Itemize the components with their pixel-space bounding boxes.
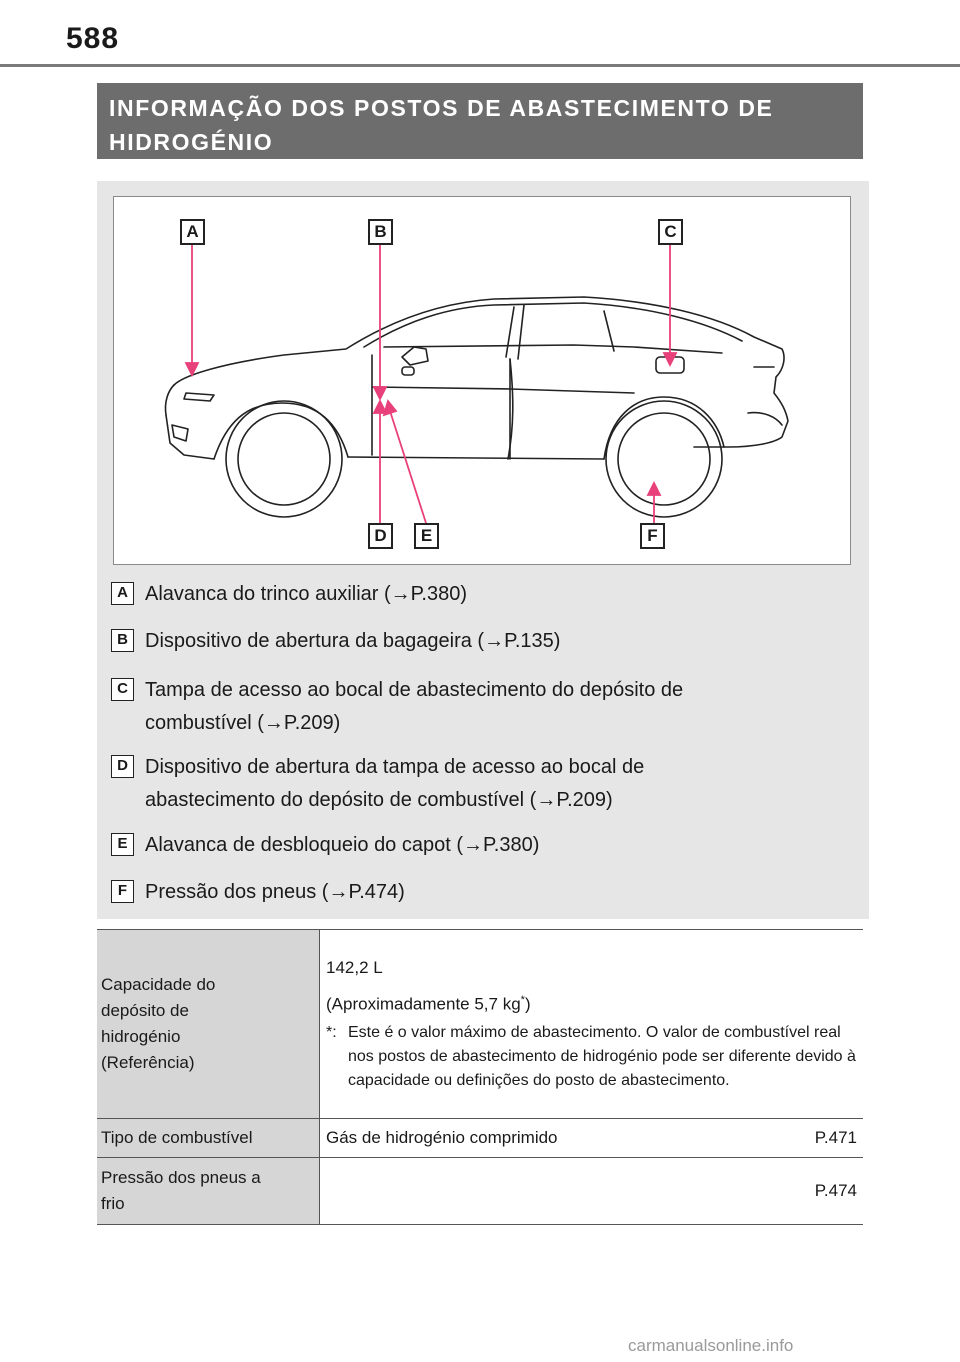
callout-a: A	[180, 219, 205, 245]
car-side-illustration	[114, 197, 852, 566]
fuel-type-value: Gás de hidrogénio comprimido P.471	[320, 1119, 864, 1158]
legend-text: Dispositivo de abertura da bagageira (→P.135)	[145, 630, 561, 652]
callout-c: C	[658, 219, 683, 245]
legend-badge: C	[111, 678, 134, 701]
legend-badge: D	[111, 755, 134, 778]
callout-f: F	[640, 523, 665, 549]
header-rule	[0, 64, 960, 67]
tire-pressure-label: Pressão dos pneus a frio	[97, 1158, 320, 1225]
capacity-footnote: *: Este é o valor máximo de abastecimento. O valor de combustível real nos postos de abastecimento de hidrogénio pode ser diferente devido à capacidade ou definições do posto de abastecimento.	[326, 1024, 856, 1090]
legend-text: Alavanca do trinco auxiliar (→P.380)	[145, 583, 468, 605]
spec-table	[97, 929, 863, 1225]
capacity-label: Capacidade do depósito de hidrogénio (Referência)	[97, 930, 320, 1119]
capacity-kg: (Aproximadamente 5,7 kg*)	[326, 993, 531, 1014]
legend-badge: E	[111, 833, 134, 856]
capacity-liters: 142,2 L	[326, 957, 383, 977]
table-row-fuel-type	[97, 1119, 863, 1158]
car-diagram	[113, 196, 851, 565]
legend-text: Alavanca de desbloqueio do capot (→P.380)	[145, 834, 540, 856]
fuel-type-label: Tipo de combustível	[97, 1119, 320, 1158]
callout-e: E	[414, 523, 439, 549]
legend-text: Tampa de acesso ao bocal de abastecimento do depósito de combustível (→P.209)	[145, 679, 684, 734]
section-title: INFORMAÇÃO DOS POSTOS DE ABASTECIMENTO DE HIDROGÉNIO	[97, 83, 863, 159]
fuel-type-ref: P.471	[814, 1128, 857, 1147]
page-number: 588	[66, 22, 120, 55]
legend-text: Pressão dos pneus (→P.474)	[145, 881, 405, 903]
callout-d: D	[368, 523, 393, 549]
legend-badge: B	[111, 629, 134, 652]
legend-badge: F	[111, 880, 134, 903]
table-row-tire-pressure	[97, 1158, 863, 1225]
legend-text: Dispositivo de abertura da tampa de acesso ao bocal de abastecimento do depósito de combustível (→P.209)	[145, 756, 645, 811]
tire-pressure-ref: P.474	[814, 1181, 857, 1200]
tire-pressure-value	[320, 1158, 864, 1225]
table-row-capacity	[97, 930, 863, 1119]
callout-b: B	[368, 219, 393, 245]
legend-badge: A	[111, 582, 134, 605]
watermark: carmanualsonline.info	[628, 1336, 794, 1355]
capacity-value	[320, 930, 864, 1119]
